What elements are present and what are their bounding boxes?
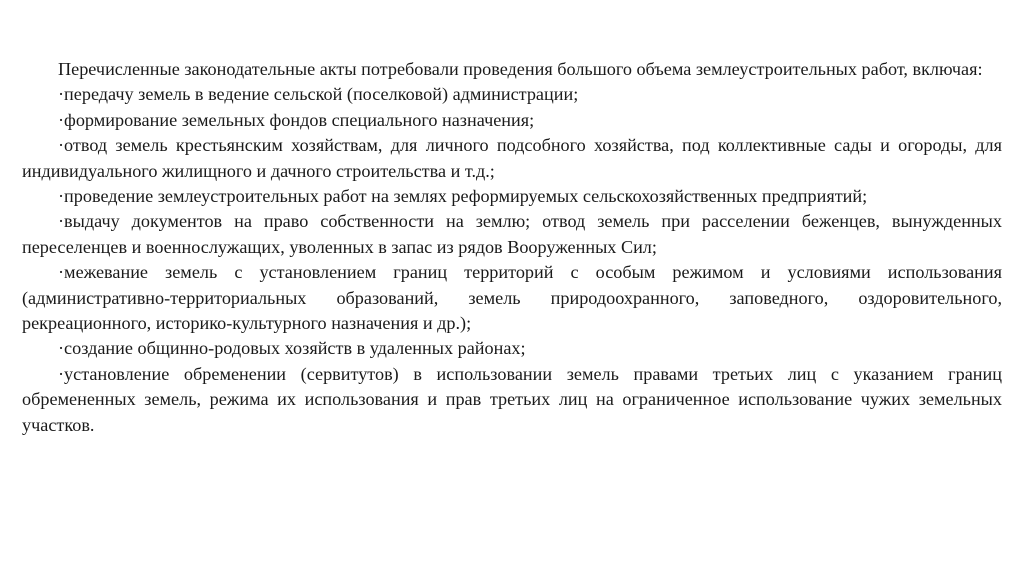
list-item-easements: ·установление обременении (сервитутов) в использовании земель правами третьих лиц с указанием границ обремененных земель, режима их использования и прав третьих лиц на ограниченное использование чужих земельных участков.: [22, 363, 1002, 435]
list-item-land-allocation: ·отвод земель крестьянским хозяйствам, для личного подсобного хозяйства, под коллективные сады и огороды, для индивидуального жилищного и дачного строительства и т.д.;: [22, 135, 1002, 181]
list-item-land-surveying: ·межевание земель с установлением границ территорий с особым режимом и условиями использования (административно-территориальных образований, земель природоохранного, заповедного, оздоровительного, рекреационного, историко-культурного назначения и др.);: [22, 262, 1002, 334]
list-item-tribal-households: ·создание общинно-родовых хозяйств в удаленных районах;: [58, 338, 526, 359]
list-item-transfer-lands: ·передачу земель в ведение сельской (поселковой) администрации;: [58, 84, 579, 105]
list-item-ownership-documents: ·выдачу документов на право собственности на землю; отвод земель при расселении беженцев, вынужденных переселенцев и военнослужащих, уволенных в запас из рядов Вооруженных Сил;: [22, 211, 1002, 257]
list-item-reformed-enterprises: ·проведение землеустроительных работ на землях реформируемых сельскохозяйственных предприятий;: [58, 186, 868, 207]
document-body: [22, 57, 1002, 438]
intro-paragraph: Перечисленные законодательные акты потребовали проведения большого объема землеустроительных работ, включая:: [58, 59, 983, 79]
list-item-special-funds: ·формирование земельных фондов специального назначения;: [58, 109, 535, 130]
